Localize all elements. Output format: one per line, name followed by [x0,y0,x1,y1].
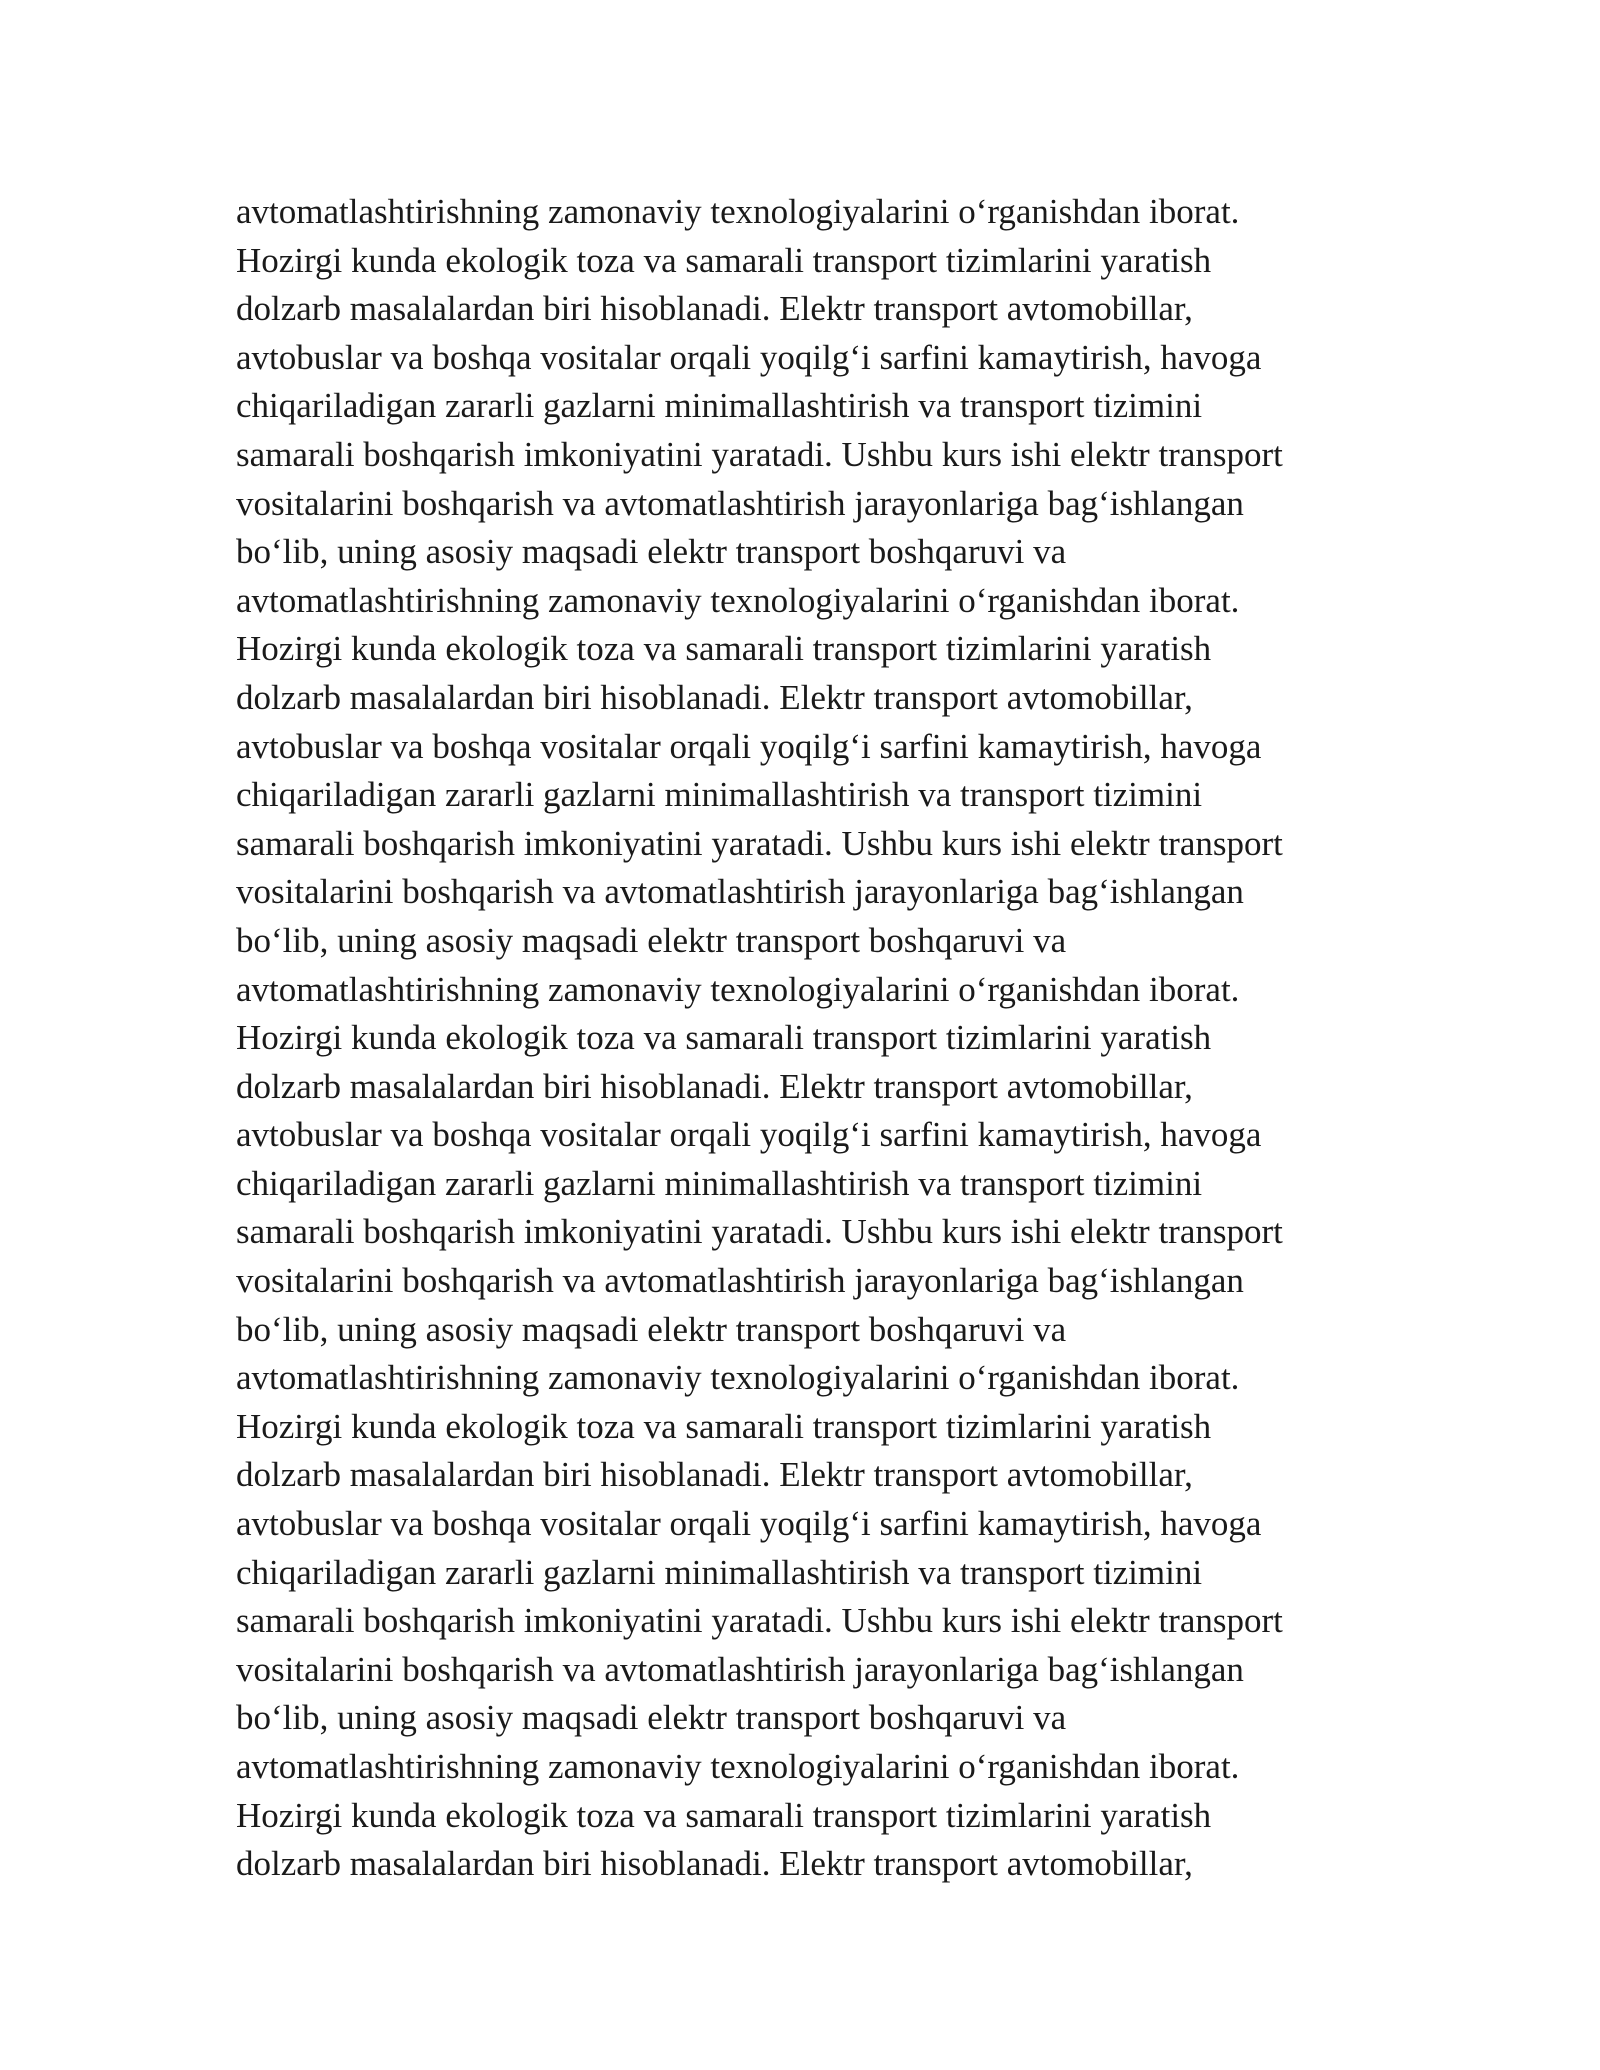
text-line: vositalarini boshqarish va avtomatlashtirish jarayonlariga bag‘ishlangan [236,483,1244,523]
text-line: vositalarini boshqarish va avtomatlashtirish jarayonlariga bag‘ishlangan [236,1649,1244,1689]
text-line: vositalarini boshqarish va avtomatlashtirish jarayonlariga bag‘ishlangan [236,1261,1244,1301]
text-line: dolzarb masalalardan biri hisoblanadi. Elektr transport avtomobillar, [236,677,1193,717]
text-line: avtobuslar va boshqa vositalar orqali yoqilg‘i sarfini kamaytirish, havoga [236,1115,1262,1155]
text-line: bo‘lib, uning asosiy maqsadi elektr transport boshqaruvi va [236,920,1067,960]
text-line: bo‘lib, uning asosiy maqsadi elektr transport boshqaruvi va [236,1309,1067,1349]
text-line: avtomatlashtirishning zamonaviy texnologiyalarini o‘rganishdan iborat. [236,580,1240,620]
text-line: avtomatlashtirishning zamonaviy texnologiyalarini o‘rganishdan iborat. [236,969,1240,1009]
text-line: dolzarb masalalardan biri hisoblanadi. Elektr transport avtomobillar, [236,1066,1193,1106]
text-line: chiqariladigan zararli gazlarni minimallashtirish va transport tizimini [236,1552,1203,1592]
text-line: bo‘lib, uning asosiy maqsadi elektr transport boshqaruvi va [236,1698,1067,1738]
text-line: chiqariladigan zararli gazlarni minimallashtirish va transport tizimini [236,386,1203,426]
text-line: Hozirgi kunda ekologik toza va samarali transport tizimlarini yaratish [236,240,1212,280]
text-line: chiqariladigan zararli gazlarni minimallashtirish va transport tizimini [236,775,1203,815]
text-line: Hozirgi kunda ekologik toza va samarali transport tizimlarini yaratish [236,1406,1212,1446]
body-text [236,188,1436,1889]
text-line: samarali boshqarish imkoniyatini yaratadi. Ushbu kurs ishi elektr transport [236,1212,1283,1252]
text-line: avtobuslar va boshqa vositalar orqali yoqilg‘i sarfini kamaytirish, havoga [236,337,1262,377]
text-line: avtomatlashtirishning zamonaviy texnologiyalarini o‘rganishdan iborat. [236,192,1240,231]
text-line: dolzarb masalalardan biri hisoblanadi. Elektr transport avtomobillar, [236,1455,1193,1495]
text-line: samarali boshqarish imkoniyatini yaratadi. Ushbu kurs ishi elektr transport [236,823,1283,863]
text-line: vositalarini boshqarish va avtomatlashtirish jarayonlariga bag‘ishlangan [236,872,1244,912]
text-line: dolzarb masalalardan biri hisoblanadi. Elektr transport avtomobillar, [236,1844,1193,1884]
text-line: dolzarb masalalardan biri hisoblanadi. Elektr transport avtomobillar, [236,289,1193,329]
text-line: samarali boshqarish imkoniyatini yaratadi. Ushbu kurs ishi elektr transport [236,1601,1283,1641]
text-line: avtomatlashtirishning zamonaviy texnologiyalarini o‘rganishdan iborat. [236,1747,1240,1786]
text-line: Hozirgi kunda ekologik toza va samarali transport tizimlarini yaratish [236,629,1212,669]
text-line: avtobuslar va boshqa vositalar orqali yoqilg‘i sarfini kamaytirish, havoga [236,1504,1262,1544]
text-line: Hozirgi kunda ekologik toza va samarali transport tizimlarini yaratish [236,1795,1212,1835]
text-line: avtomatlashtirishning zamonaviy texnologiyalarini o‘rganishdan iborat. [236,1358,1240,1398]
text-line: samarali boshqarish imkoniyatini yaratadi. Ushbu kurs ishi elektr transport [236,434,1283,474]
text-line: bo‘lib, uning asosiy maqsadi elektr transport boshqaruvi va [236,532,1067,572]
text-line: avtobuslar va boshqa vositalar orqali yoqilg‘i sarfini kamaytirish, havoga [236,726,1262,766]
text-line: Hozirgi kunda ekologik toza va samarali transport tizimlarini yaratish [236,1018,1212,1058]
text-line: chiqariladigan zararli gazlarni minimallashtirish va transport tizimini [236,1163,1203,1203]
